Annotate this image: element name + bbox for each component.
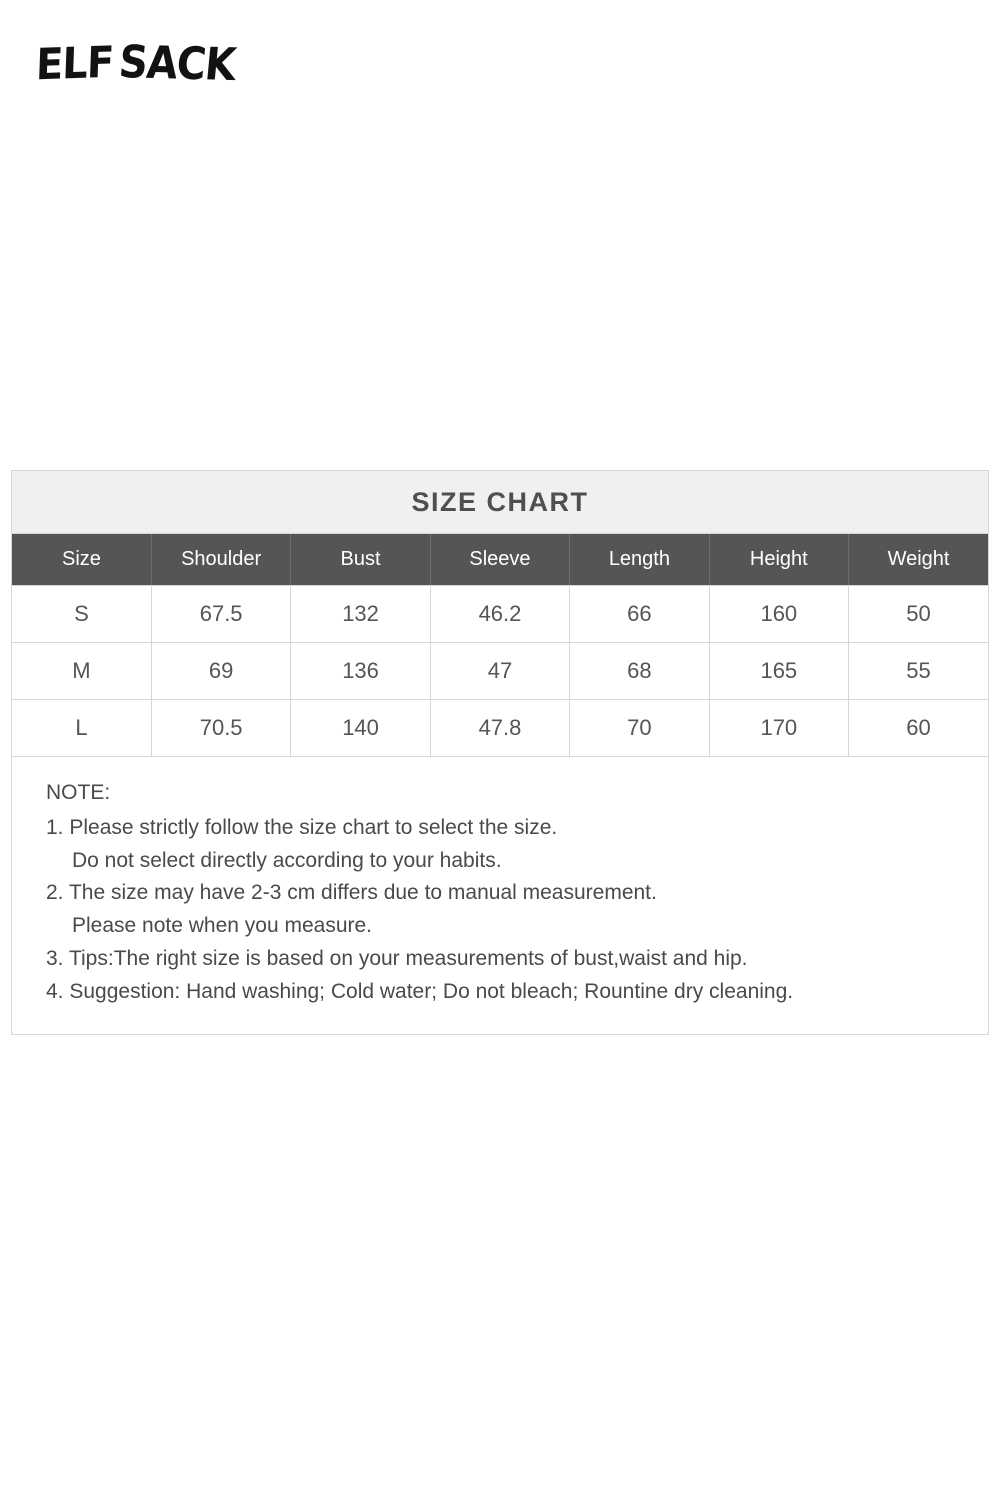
cell-sleeve: 46.2 — [430, 586, 569, 643]
column-header-shoulder: Shoulder — [151, 534, 290, 586]
size-chart-title: SIZE CHART — [12, 471, 988, 534]
cell-height: 170 — [709, 700, 848, 757]
cell-bust: 136 — [291, 643, 430, 700]
size-chart-panel — [11, 470, 989, 1035]
table-row — [12, 700, 988, 757]
cell-bust: 132 — [291, 586, 430, 643]
cell-weight: 60 — [849, 700, 988, 757]
column-header-bust: Bust — [291, 534, 430, 586]
note-section — [12, 757, 988, 1034]
cell-sleeve: 47.8 — [430, 700, 569, 757]
note-line-2b: Please note when you measure. — [72, 914, 373, 937]
brand-logo-part1: ELF — [35, 37, 115, 91]
column-header-height: Height — [709, 534, 848, 586]
cell-size: M — [12, 643, 151, 700]
cell-shoulder: 70.5 — [151, 700, 290, 757]
cell-length: 70 — [570, 700, 709, 757]
cell-sleeve: 47 — [430, 643, 569, 700]
cell-shoulder: 69 — [151, 643, 290, 700]
note-line-2: 2. The size may have 2-3 cm differs due to manual measurement. — [46, 881, 657, 905]
cell-height: 165 — [709, 643, 848, 700]
note-heading: NOTE: — [46, 781, 111, 804]
cell-height: 160 — [709, 586, 848, 643]
note-line-1: 1. Please strictly follow the size chart to select the size. — [46, 815, 558, 839]
cell-bust: 140 — [291, 700, 430, 757]
cell-length: 66 — [570, 586, 709, 643]
brand-logo — [35, 36, 238, 92]
column-header-weight: Weight — [849, 534, 988, 586]
cell-size: S — [12, 586, 151, 643]
cell-weight: 55 — [849, 643, 988, 700]
note-line-3: 3. Tips:The right size is based on your measurements of bust,waist and hip. — [46, 946, 748, 970]
cell-weight: 50 — [849, 586, 988, 643]
table-row — [12, 643, 988, 700]
table-header-row — [12, 534, 988, 586]
column-header-length: Length — [570, 534, 709, 586]
cell-length: 68 — [570, 643, 709, 700]
column-header-size: Size — [12, 534, 151, 586]
size-chart-table — [12, 534, 988, 757]
table-row — [12, 586, 988, 643]
brand-logo-part2: SACK — [116, 36, 238, 92]
cell-shoulder: 67.5 — [151, 586, 290, 643]
note-line-4: 4. Suggestion: Hand washing; Cold water; Do not bleach; Rountine dry cleaning. — [46, 979, 794, 1003]
cell-size: L — [12, 700, 151, 757]
column-header-sleeve: Sleeve — [430, 534, 569, 586]
note-line-1b: Do not select directly according to your habits. — [72, 848, 502, 872]
